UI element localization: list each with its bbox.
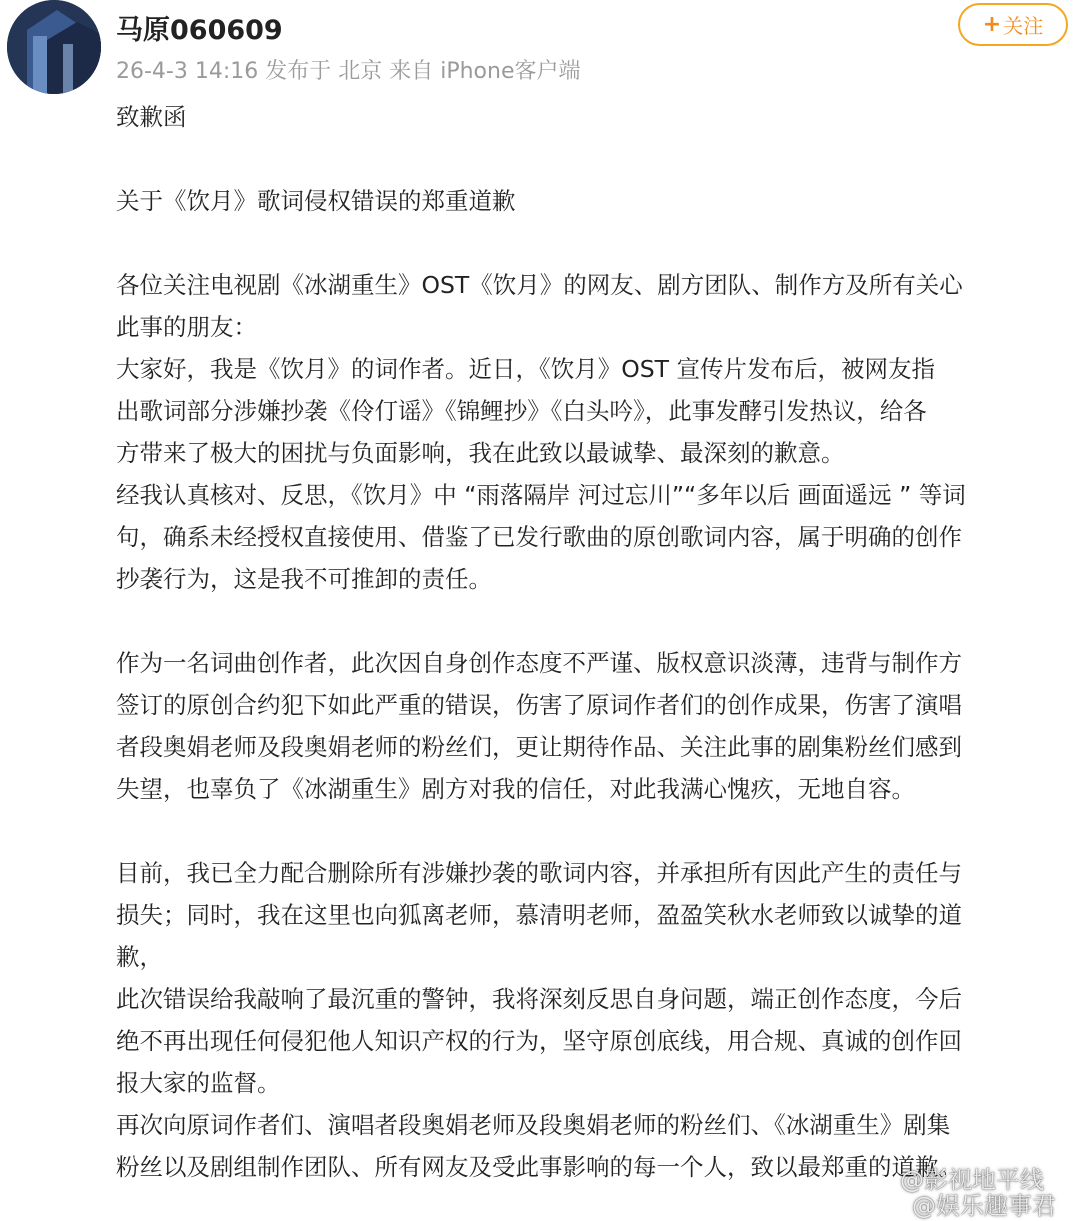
post-line: 经我认真核对、反思，《饮月》中 “雨落隔岸 河过忘川”“多年以后 画面遥远 ” 等词: [116, 481, 966, 509]
plus-icon: +: [982, 12, 1002, 37]
watermark: @娱乐趣事君: [912, 1192, 1056, 1220]
post-line: 绝不再出现任何侵犯他人知识产权的行为，坚守原创底线，用合规、真诚的创作回: [116, 1027, 962, 1055]
post-line: 目前，我已全力配合删除所有涉嫌抄袭的歌词内容，并承担所有因此产生的责任与: [116, 859, 962, 887]
follow-button[interactable]: [958, 3, 1068, 46]
post-line: 此次错误给我敲响了最沉重的警钟，我将深刻反思自身问题，端正创作态度，今后: [116, 985, 962, 1013]
watermark: @影视地平线: [900, 1166, 1044, 1194]
paragraph-spacer: [116, 222, 1068, 264]
post-line: 者段奥娟老师及段奥娟老师的粉丝们，更让期待作品、关注此事的剧集粉丝们感到: [116, 733, 962, 761]
author-name[interactable]: 马原060609: [116, 15, 283, 46]
paragraph-spacer: [116, 138, 1068, 180]
post-line: 签订的原创合约犯下如此严重的错误，伤害了原词作者们的创作成果，伤害了演唱: [116, 691, 962, 719]
post-line: 致歉函: [116, 103, 187, 131]
post-body: [116, 96, 1068, 1188]
post-meta: 26-4-3 14:16 发布于 北京 来自 iPhone客户端: [116, 59, 581, 84]
post-line: 各位关注电视剧《冰湖重生》OST《饮月》的网友、剧方团队、制作方及所有关心: [116, 271, 963, 299]
post-line: 抄袭行为，这是我不可推卸的责任。: [116, 565, 492, 593]
post-line: 失望，也辜负了《冰湖重生》剧方对我的信任，对此我满心愧疚，无地自容。: [116, 775, 915, 803]
post-line: 出歌词部分涉嫌抄袭《伶仃谣》《锦鲤抄》《白头吟》，此事发酵引发热议，给各: [116, 397, 927, 425]
post-line: 歉，: [116, 943, 163, 971]
post-line: 方带来了极大的困扰与负面影响，我在此致以最诚挚、最深刻的歉意。: [116, 439, 845, 467]
post-line: 损失；同时，我在这里也向狐离老师，慕清明老师，盈盈笑秋水老师致以诚挚的道: [116, 901, 962, 929]
avatar[interactable]: [7, 0, 101, 94]
post-line: 句，确系未经授权直接使用、借鉴了已发行歌曲的原创歌词内容，属于明确的创作: [116, 523, 962, 551]
post-line: 作为一名词曲创作者，此次因自身创作态度不严谨、版权意识淡薄，违背与制作方: [116, 649, 962, 677]
post-line: 报大家的监督。: [116, 1069, 281, 1097]
post-line: 再次向原词作者们、演唱者段奥娟老师及段奥娟老师的粉丝们、《冰湖重生》剧集: [116, 1111, 951, 1139]
paragraph-spacer: [116, 600, 1068, 642]
post-line: 大家好，我是《饮月》的词作者。近日，《饮月》OST 宣传片发布后，被网友指: [116, 355, 935, 383]
post-line: 关于《饮月》歌词侵权错误的郑重道歉: [116, 187, 516, 215]
paragraph-spacer: [116, 810, 1068, 852]
follow-label: 关注: [1003, 14, 1044, 38]
avatar-image: [7, 0, 101, 94]
post-line: 此事的朋友：: [116, 313, 257, 341]
post-line: 粉丝以及剧组制作团队、所有网友及受此事影响的每一个人，致以最郑重的道歉。: [116, 1153, 962, 1181]
